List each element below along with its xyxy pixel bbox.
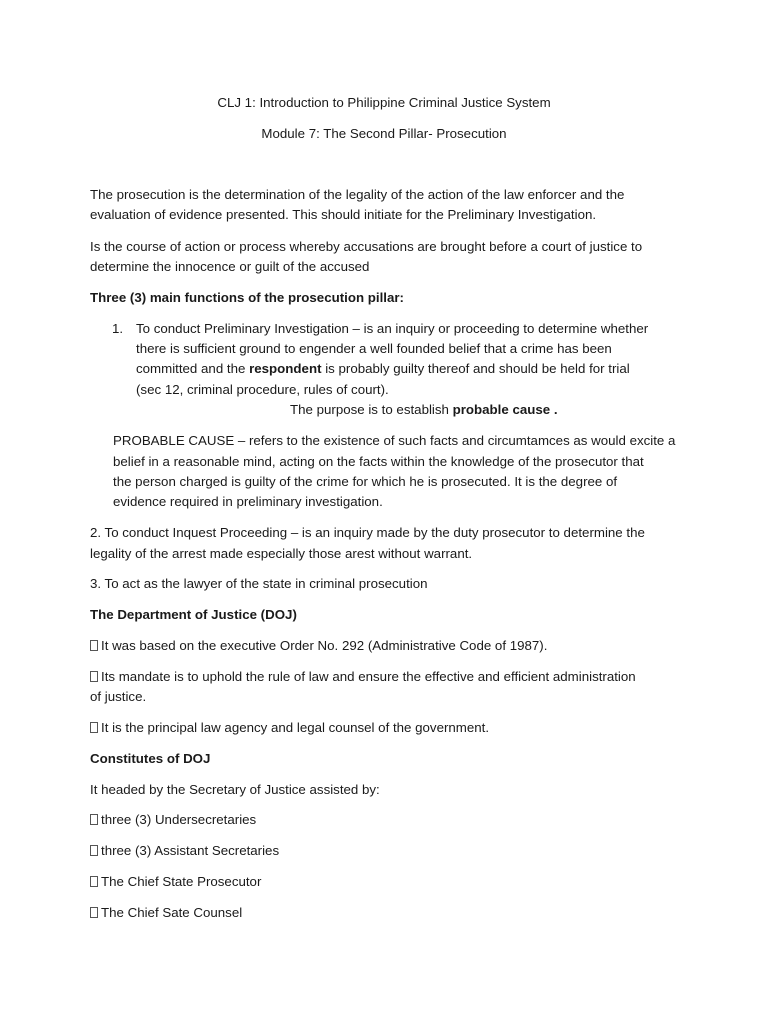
item-2-line-1: 2. To conduct Inquest Proceeding – is an inquiry made by the duty prosecutor to determine the: [90, 525, 645, 540]
bullet-icon: [90, 722, 98, 733]
document-title: CLJ 1: Introduction to Philippine Criminal Justice System: [217, 95, 551, 110]
probable-cause-line-2: belief in a reasonable mind, acting on the facts within the knowledge of the prosecutor that: [113, 454, 644, 469]
item-1-number: 1.: [112, 321, 124, 336]
doj-heading: The Department of Justice (DOJ): [90, 607, 297, 622]
bullet-icon: [90, 814, 98, 825]
item-1-line-2: there is sufficient ground to engender a well founded belief that a crime has been: [136, 341, 612, 356]
doj-bullet-3: It is the principal law agency and legal counsel of the government.: [90, 718, 489, 739]
constitutes-heading: Constitutes of DOJ: [90, 751, 211, 766]
probable-cause-line-3: the person charged is guilty of the crime for which he is prosecuted. It is the degree of: [113, 474, 618, 489]
bullet-icon: [90, 671, 98, 682]
intro-paragraph-1-line-2: evaluation of evidence presented. This should initiate for the Preliminary Investigation.: [90, 207, 597, 222]
doj-bullet-1: It was based on the executive Order No. 292 (Administrative Code of 1987).: [90, 636, 547, 657]
constitutes-item: three (3) Undersecretaries: [90, 810, 256, 831]
bullet-icon: [90, 907, 98, 918]
item-2-line-2: legality of the arrest made especially those arest without warrant.: [90, 546, 473, 561]
purpose-line: The purpose is to establish probable cause .: [290, 402, 558, 417]
probable-cause-line-1: PROBABLE CAUSE – refers to the existence of such facts and circumtamces as would excite a: [113, 433, 676, 448]
constitutes-item: three (3) Assistant Secretaries: [90, 841, 279, 862]
constitutes-item: The Chief Sate Counsel: [90, 903, 242, 924]
doj-bullet-2-line-1: Its mandate is to uphold the rule of law and ensure the effective and efficient administration: [90, 667, 636, 688]
bullet-icon: [90, 640, 98, 651]
item-1-line-4: (sec 12, criminal procedure, rules of court).: [136, 382, 389, 397]
bullet-icon: [90, 845, 98, 856]
intro-paragraph-2-line-2: determine the innocence or guilt of the accused: [90, 259, 370, 274]
functions-heading: Three (3) main functions of the prosecution pillar:: [90, 290, 404, 305]
item-1-line-1: To conduct Preliminary Investigation – is an inquiry or proceeding to determine whether: [136, 321, 649, 336]
bullet-icon: [90, 876, 98, 887]
doj-bullet-2-line-2: of justice.: [90, 689, 147, 704]
item-1-line-3: committed and the respondent is probably guilty thereof and should be held for trial: [136, 361, 630, 376]
item-3: 3. To act as the lawyer of the state in criminal prosecution: [90, 576, 428, 591]
intro-paragraph-1-line-1: The prosecution is the determination of the legality of the action of the law enforcer and the: [90, 187, 625, 202]
intro-paragraph-2-line-1: Is the course of action or process whereby accusations are brought before a court of justice to: [90, 239, 643, 254]
constitutes-item: The Chief State Prosecutor: [90, 872, 261, 893]
module-title: Module 7: The Second Pillar- Prosecution: [261, 126, 507, 141]
constitutes-lead: It headed by the Secretary of Justice assisted by:: [90, 782, 380, 797]
probable-cause-line-4: evidence required in preliminary investigation.: [113, 494, 383, 509]
